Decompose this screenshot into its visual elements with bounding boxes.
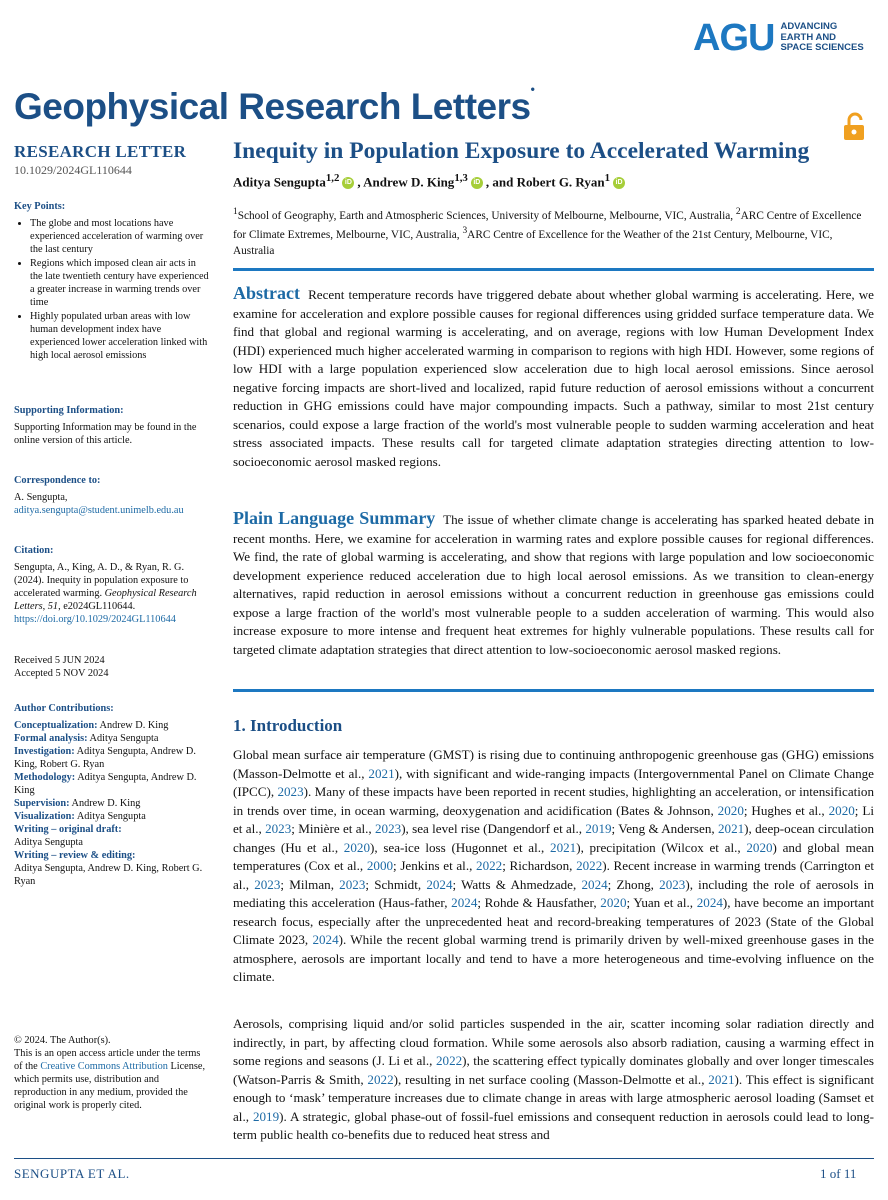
key-points-heading: Key Points: <box>14 201 66 212</box>
contrib-item <box>14 823 210 849</box>
citation-heading: Citation: <box>14 545 54 556</box>
affil-sup: 1 <box>233 207 238 217</box>
contrib-names: Andrew D. King <box>69 798 141 809</box>
contrib-item <box>14 810 210 823</box>
citation-link[interactable]: 2023 <box>277 784 304 799</box>
copyright <box>14 1034 210 1112</box>
citation-link[interactable]: 2020 <box>600 895 627 910</box>
contrib-names: Aditya Sengupta, Andrew D. King, Robert G. Ryan <box>14 863 203 887</box>
dates <box>14 654 210 680</box>
contrib-names: Aditya Sengupta <box>74 811 146 822</box>
article-meta <box>14 142 210 177</box>
contrib-item <box>14 745 210 771</box>
intro-paragraph-1 <box>233 746 874 987</box>
contrib-names: Aditya Sengupta, Andrew D. King <box>14 772 197 796</box>
accepted-date: Accepted 5 NOV 2024 <box>14 668 109 679</box>
paragraph-text: ). A strategic, global phase-out of fossil-fuel emissions and consequent reduction in aerosols could lead to long-term public health co-benefits due to reduced heat stress and <box>233 1108 874 1142</box>
author-name: Robert G. Ryan <box>516 174 605 190</box>
correspondence <box>14 474 210 517</box>
paragraph-text: ; Minière et al., <box>291 821 375 836</box>
affil-sup: 3 <box>462 226 468 237</box>
author-affil-sup: 1,2 <box>325 172 340 184</box>
paragraph-text: ; Rohde & Hausfather, <box>477 895 601 910</box>
paragraph-text: Aerosols, comprising liquid and/or solid particles suspended in the air, scatter incoming solar radiation directly and indirectly, in part, by affecting cloud formation. While some aerosols also absorb radiation, causing a warming effect in some regions and seasons (J. Li et al., <box>233 1016 874 1068</box>
citation-link[interactable]: 2023 <box>254 876 281 892</box>
author-contributions <box>14 702 210 888</box>
paragraph-text: ; Veng & Andersen, <box>611 821 718 836</box>
paragraph-text: ). Many of these impacts have been reported in recent studies, highlighting an acceleration, or intensification in trends over time, in ocean warming, deoxygenation and acidification (Bates & Johnson, <box>233 784 874 818</box>
paragraph-text: ; Schmidt, <box>365 876 427 892</box>
author-sep: , and <box>485 174 517 190</box>
journal-title-text: Geophysical Research Letters <box>14 86 531 127</box>
contrib-names: Aditya Sengupta <box>87 733 159 744</box>
plain-language-summary <box>233 509 874 659</box>
contrib-item <box>14 771 210 797</box>
citation-link[interactable]: 2020 <box>717 802 744 818</box>
key-points <box>14 200 210 363</box>
agu-logo[interactable] <box>693 16 873 60</box>
journal-title <box>14 82 535 128</box>
affil-text: ARC Centre of Excellence for Climate Extremes, Melbourne, VIC, Australia, <box>233 209 862 242</box>
agu-logo-mark: AGU <box>693 17 775 59</box>
footer-authors: SENGUPTA ET AL. <box>14 1166 130 1181</box>
supporting-text: Supporting Information may be found in the online version of this article. <box>14 422 197 446</box>
agu-logo-line: SPACE SCIENCES <box>780 42 864 54</box>
citation <box>14 544 210 626</box>
paragraph-text: ), sea-ice loss (Hugonnet et al., <box>369 839 551 855</box>
key-point: • Highly populated urban areas with low human development index have experienced lower acceleration linked with high local aerosol emissions <box>30 310 210 362</box>
paragraph-text: ; Yuan et al., <box>626 895 697 910</box>
author-name: Aditya Sengupta <box>233 174 326 190</box>
paragraph-text: ; Li et al., <box>233 802 874 836</box>
footer-divider <box>14 1158 874 1159</box>
article-doi[interactable]: 10.1029/2024GL110644 <box>14 163 132 177</box>
citation-link[interactable]: 2024 <box>696 895 723 910</box>
abstract <box>233 284 874 471</box>
contrib-role: Writing – original draft: <box>14 824 122 835</box>
citation-link[interactable]: 2023 <box>265 821 292 836</box>
paragraph-text: ), the scattering effect typically dominates globally and over longer timescales (Watson-Parris & Smith, <box>233 1053 875 1087</box>
contrib-item <box>14 849 210 888</box>
contrib-item <box>14 732 210 745</box>
contrib-role: Writing – review & editing: <box>14 850 136 861</box>
citation-link[interactable]: 2000 <box>366 858 394 873</box>
citation-link[interactable]: 2020 <box>343 839 370 855</box>
contrib-item <box>14 797 210 810</box>
abstract-text: Recent temperature records have triggered debate about whether global warming is accelerating. Here, we examine for acceleration and explore possible causes for regional differences using gridded surface temperature data. We find that global and regional warming is accelerating, and on average, regions with low Human Development Index (HDI) experienced much higher accelerated warming in comparison to regions with high HDI. However, some regions of low HDI with a large population experienced slow acceleration due to high local aerosol emissions. Since aerosol negative forcing impacts are short-lived and localized, rapid future reduction of aerosol emissions without a concurrent reduction in GHG emissions could have major compounding impacts. Such a pathway, similar to most 21st century scenarios, could expose a large fraction of the world's most vulnerable people to sudden warming acceleration and heat stress associated impacts. These results call for targeted climate adaptation strategies directing attention to low-socioeconomic aerosol masked regions. <box>233 287 874 469</box>
paragraph-text: ), with significant and wide-ranging impacts (Intergovernmental Panel on Climate Change (IPCC), <box>233 765 874 799</box>
paragraph-text: ; Milman, <box>280 876 340 892</box>
citation-link[interactable]: 2022 <box>476 858 503 873</box>
copyright-line: © 2024. The Author(s). <box>14 1035 111 1046</box>
citation-link[interactable]: 2021 <box>717 821 745 836</box>
orcid-icon[interactable]: iD <box>342 177 354 189</box>
author-affil-sup: 1,3 <box>454 172 468 184</box>
contrib-role: Formal analysis: <box>14 733 88 744</box>
contrib-role: Methodology: <box>14 772 76 783</box>
contrib-role: Investigation: <box>14 746 75 757</box>
footer-page-number: 1 of 11 <box>820 1166 857 1181</box>
citation-link[interactable]: 2021 <box>708 1071 735 1087</box>
paragraph-text: ; Zhong, <box>607 876 660 892</box>
intro-paragraph-2 <box>233 1015 874 1145</box>
paragraph-text: ; Richardson, <box>502 858 577 873</box>
contrib-role: Conceptualization: <box>14 720 98 731</box>
contrib-names: Andrew D. King <box>97 720 169 731</box>
citation-link[interactable]: 2022 <box>367 1071 394 1087</box>
affiliations <box>233 205 873 259</box>
citation-sep: , <box>42 601 48 612</box>
citation-link[interactable]: 2022 <box>435 1053 463 1068</box>
citation-text-part: , e2024GL110644. <box>58 601 136 612</box>
correspondence-email[interactable]: aditya.sengupta@student.unimelb.edu.au <box>14 505 184 516</box>
contrib-names: Aditya Sengupta, Andrew D. King, Robert G. Ryan <box>14 746 196 770</box>
paragraph-text: ). This effect is significant enough to ‘mask’ temperature increases due to climate change in areas with large atmospheric aerosol loading (Samset et al., <box>233 1071 874 1124</box>
citation-link[interactable]: 2023 <box>375 821 402 836</box>
citation-link[interactable]: 2024 <box>581 876 608 892</box>
citation-text <box>14 561 210 613</box>
correspondence-name: A. Sengupta, <box>14 492 68 503</box>
paragraph-text: ) and global mean temperatures (Cox et al., <box>233 839 875 873</box>
citation-journal: Geophysical Research Letters <box>14 588 197 612</box>
citation-url[interactable]: https://doi.org/10.1029/2024GL110644 <box>14 614 176 625</box>
agu-logo-line: EARTH AND <box>780 31 837 43</box>
contrib-names: Aditya Sengupta <box>14 837 83 848</box>
citation-volume: 51 <box>47 601 59 612</box>
paragraph-text: ). While the recent global warming trend is primarily driven by well-mixed greenhouse gases in the atmosphere, aerosols are important locally and tend to have a more heterogeneous and time-evolving influence on the climate. <box>233 932 874 984</box>
article-type: RESEARCH LETTER <box>14 142 187 161</box>
citation-link[interactable]: 2023 <box>659 876 686 892</box>
summary-divider <box>233 689 874 692</box>
orcid-icon[interactable]: iD <box>613 177 625 189</box>
license-part: This is an open access article under the terms of the <box>14 1048 201 1072</box>
supporting-heading: Supporting Information: <box>14 405 124 416</box>
license-part: License, which permits use, distribution and reproduction in any medium, provided the original work is properly cited. <box>14 1061 206 1111</box>
paragraph-text: ), have become an important research focus, especially after the unprecedented heat and record-breaking temperatures of 2023 (State of the Global Climate 2023, <box>233 895 874 947</box>
citation-link[interactable]: 2020 <box>746 839 773 855</box>
citation-link[interactable]: 2019 <box>585 821 612 836</box>
paragraph-text: ). Recent increase in warming trends (Carrington et al., <box>233 858 874 892</box>
agu-logo-text <box>780 22 863 54</box>
open-lock-icon[interactable] <box>840 112 870 142</box>
supporting-info <box>14 404 210 447</box>
contrib-role: Supervision: <box>14 798 70 809</box>
affil-text: ARC Centre of Excellence for the Weather of the 21st Century, Melbourne, VIC, Australia <box>233 229 833 257</box>
citation-link[interactable]: 2023 <box>339 876 366 892</box>
abstract-heading: Abstract <box>233 283 300 303</box>
article-title: Inequity in Population Exposure to Accelerated Warming <box>233 138 810 164</box>
citation-link[interactable]: 2020 <box>828 802 855 818</box>
paragraph-text: Global mean surface air temperature (GMST) is rising due to continuing anthropogenic greenhouse gas (GHG) emissions (Masson-Delmotte et al., <box>233 747 874 781</box>
contrib-item <box>14 719 210 732</box>
paragraph-text: ), sea level rise (Dangendorf et al., <box>401 821 586 836</box>
citation-link[interactable]: 2024 <box>426 876 453 892</box>
orcid-icon[interactable]: iD <box>471 177 483 189</box>
pls-heading: Plain Language Summary <box>233 508 436 528</box>
affil-text: School of Geography, Earth and Atmospheric Sciences, University of Melbourne, Melbourne, VIC, Australia, <box>237 209 736 222</box>
affil-sup: 2 <box>735 207 741 217</box>
header-divider <box>233 268 874 271</box>
author-list <box>233 172 628 190</box>
author-affil-sup: 1 <box>604 172 611 184</box>
key-point: • Regions which imposed clean air acts in the late twentieth century have experienced a greater increase in warming trends over time <box>30 257 210 309</box>
citation-link[interactable]: 2024 <box>312 932 339 947</box>
journal-title-mark: • <box>530 82 535 96</box>
paragraph-text: ), deep-ocean circulation changes (Hu et al., <box>233 821 874 855</box>
license-text <box>14 1047 210 1112</box>
agu-logo-line: ADVANCING <box>780 21 838 33</box>
contrib-role: Visualization: <box>14 811 75 822</box>
paragraph-text: ; Hughes et al., <box>743 802 829 818</box>
citation-link[interactable]: 2022 <box>576 858 603 873</box>
received-date: Received 5 JUN 2024 <box>14 655 105 666</box>
citation-text-part: Sengupta, A., King, A. D., & Ryan, R. G. (2024). Inequity in population exposure to accelerated warming. <box>14 562 189 599</box>
paragraph-text: ), precipitation (Wilcox et al., <box>576 839 747 855</box>
pls-text: The issue of whether climate change is accelerating has sparked heated debate in recent months. Here, we examine for acceleration in warming rates and explore possible causes for regional differences. We find, the rate of global warming is accelerating, and show that regions with large population and low socioeconomic development experience reduced acceleration due to high local aerosol emissions. As we transition to clean-energy alternatives, rapid reduction in aerosol emissions without a concurrent reduction in greenhouse gas emissions could expose a large fraction of the world's most vulnerable people to a sudden acceleration of warming. This would also increase exposure to more intense and frequent heat extremes for highly vulnerable populations. These results call for targeted climate adaptation strategies that direct attention to low-socioeconomic aerosol masked regions. <box>233 512 874 657</box>
citation-link[interactable]: 2021 <box>550 839 577 855</box>
citation-link[interactable]: 2021 <box>368 765 395 781</box>
contrib-heading: Author Contributions: <box>14 703 114 714</box>
intro-heading: 1. Introduction <box>233 716 343 735</box>
paragraph-text: ; Jenkins et al., <box>393 858 477 873</box>
citation-link[interactable]: 2024 <box>451 895 478 910</box>
citation-link[interactable]: 2019 <box>252 1108 280 1124</box>
author-sep: , <box>357 174 364 190</box>
paragraph-text: ; Watts & Ahmedzade, <box>452 876 582 892</box>
author-name: Andrew D. King <box>363 174 455 190</box>
paragraph-text: ), including the role of aerosols in mediating this acceleration (Haus-father, <box>233 876 874 910</box>
key-point: • The globe and most locations have experienced acceleration of warming over the last century <box>30 217 210 256</box>
correspondence-heading: Correspondence to: <box>14 475 101 486</box>
license-link[interactable]: Creative Commons Attribution <box>40 1061 168 1072</box>
paragraph-text: ), resulting in net surface cooling (Masson-Delmotte et al., <box>393 1071 709 1087</box>
